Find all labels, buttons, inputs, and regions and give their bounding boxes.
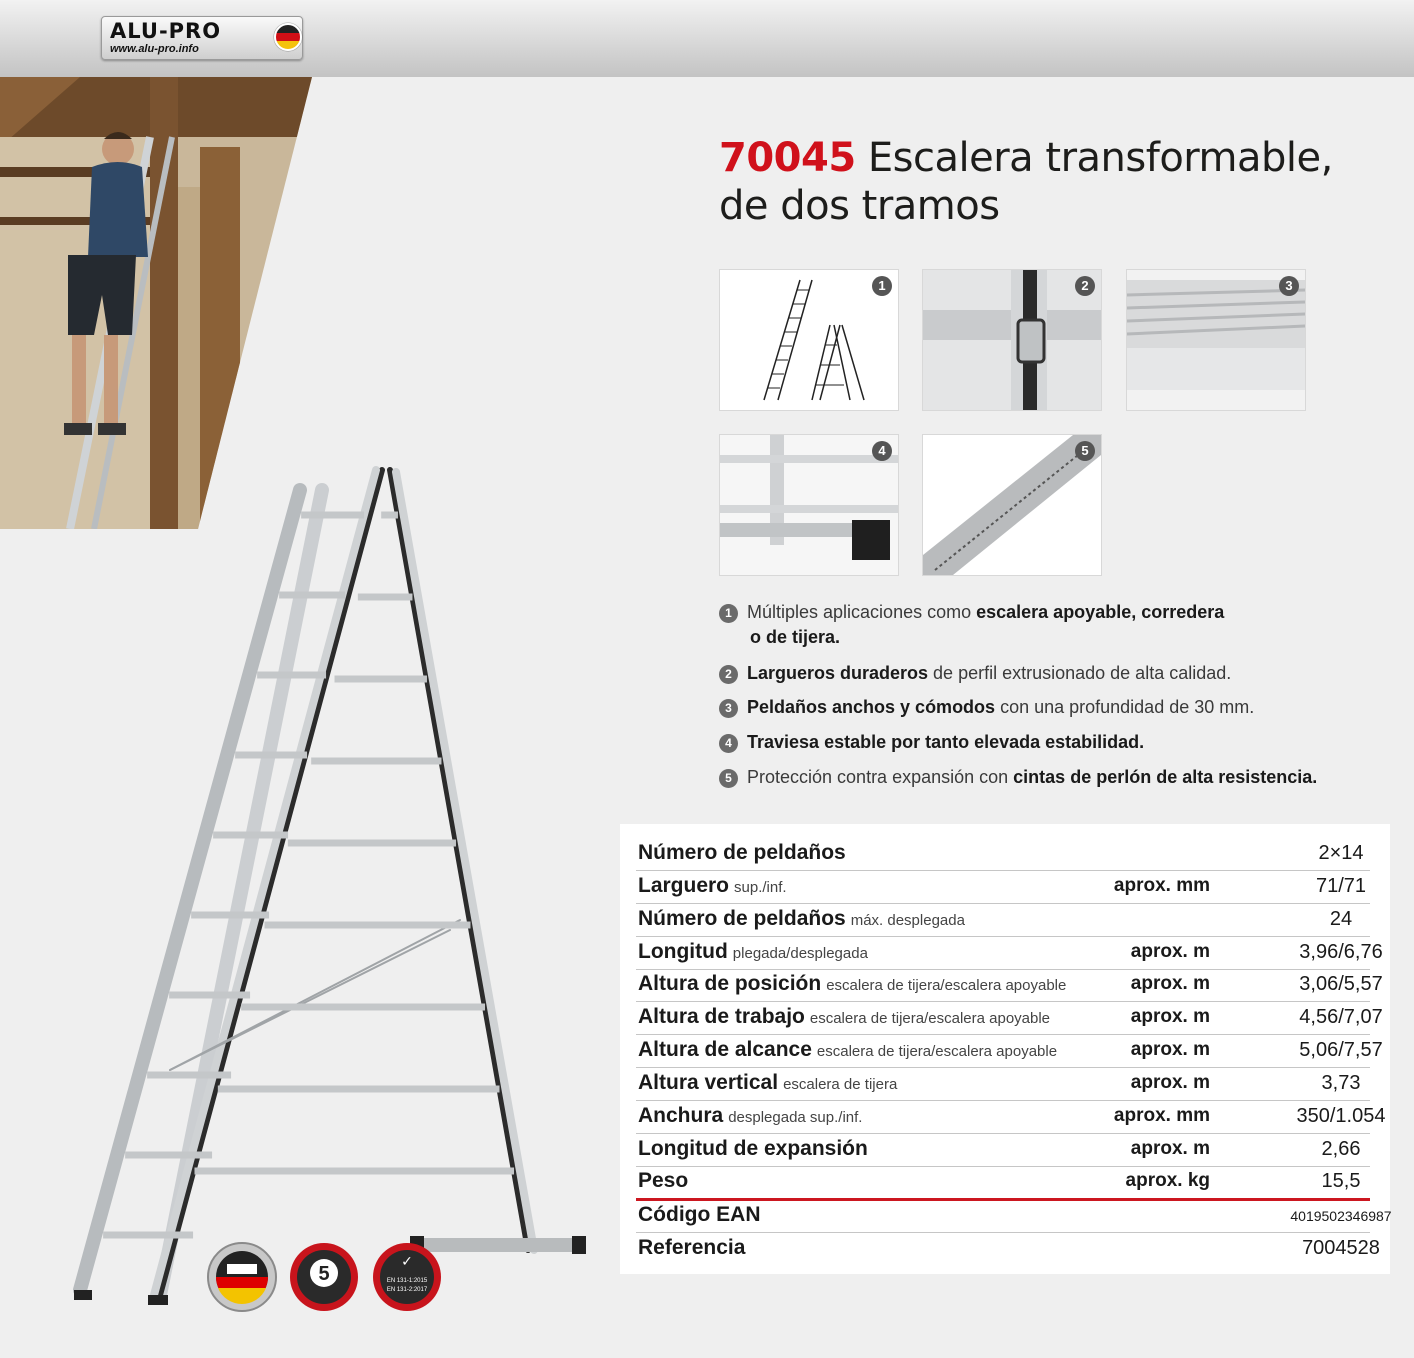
spec-unit: aprox. m [1130,1072,1210,1093]
strap-icon [923,435,1101,575]
thumbnail-rungs[interactable] [1126,269,1306,411]
feature-item [719,765,1329,790]
spec-value: 4,56/7,07 [1299,1006,1383,1028]
feature-number: 1 [719,604,738,623]
spec-value: 4019502346987 [1290,1208,1392,1224]
feature-bold: cintas de perlón de alta resistencia. [1013,767,1318,787]
table-row [636,1101,1386,1134]
feature-number: 3 [719,699,738,718]
feature-text: Protección contra expansión con [747,767,1014,787]
header-bar [0,0,1414,77]
spec-value: 7004528 [1302,1237,1380,1259]
thumbnail-number: 4 [872,441,892,461]
feature-bold-line2: o de tijera. [750,627,841,647]
spec-value: 15,5 [1321,1170,1361,1192]
spec-unit: aprox. mm [1113,875,1210,896]
crossbar-icon [720,435,898,575]
rail-profile-icon [923,270,1101,410]
table-row [636,969,1383,1002]
spec-label: Número de peldaños [638,841,846,864]
feature-bold: Peldaños anchos y cómodos [747,697,996,717]
spec-label: Altura de posición escalera de tijera/escalera apoyable [638,972,1067,995]
thumbnail-profile[interactable] [922,269,1102,411]
table-row [636,1233,1380,1265]
guarantee-years: 5 [318,1263,330,1285]
feature-item [719,695,1329,720]
feature-number: 5 [719,769,738,788]
spec-value: 24 [1329,908,1353,930]
feature-text: de perfil extrusionado de alta calidad. [928,663,1232,683]
spec-value: 3,96/6,76 [1299,941,1383,963]
specs-table [620,824,1390,1274]
table-row [636,1002,1383,1035]
feature-bold: escalera apoyable, corredera [976,602,1225,622]
spec-unit: aprox. m [1130,1006,1210,1027]
thumbnail-number: 1 [872,276,892,296]
feature-bold: Largueros duraderos [747,663,929,683]
table-row [636,1200,1392,1233]
table-row [636,937,1383,970]
table-row [636,871,1370,904]
guarantee-badge [290,1243,358,1311]
ladder-modes-icon [720,270,898,410]
spec-label: Altura de alcance escalera de tijera/escalera apoyable [638,1038,1058,1061]
feature-text: con una profundidad de 30 mm. [995,697,1255,717]
ladder-product-image [60,460,620,1320]
norm-badge [373,1243,441,1311]
table-row [636,1166,1370,1201]
spec-label: Longitud plegada/desplegada [638,940,868,963]
spec-value: 3,73 [1321,1072,1361,1094]
feature-bold: Traviesa estable por tanto elevada estabilidad. [747,732,1145,752]
thumbnail-applications[interactable] [719,269,899,411]
feature-number: 4 [719,734,738,753]
table-row [636,1035,1383,1068]
spec-label: Código EAN [638,1203,761,1226]
spec-value: 71/71 [1315,875,1367,897]
spec-value: 2,66 [1321,1138,1361,1160]
table-row [636,838,1370,871]
spec-value: 3,06/5,57 [1299,973,1383,995]
norm-line1: EN 131-1:2015 [386,1278,428,1284]
spec-unit: aprox. m [1130,1138,1210,1159]
rung-profile-icon [1127,270,1305,410]
thumbnail-number: 5 [1075,441,1095,461]
spec-label: Peso [638,1169,689,1192]
feature-number: 2 [719,665,738,684]
spec-value: 2×14 [1318,842,1364,864]
product-title-line1: Escalera transformable, [867,135,1333,181]
product-title [719,134,1379,230]
spec-label: Longitud de expansión [638,1137,868,1160]
thumbnail-number: 3 [1279,276,1299,296]
spec-label: Altura vertical escalera de tijera [638,1071,898,1094]
spec-label: Altura de trabajo escalera de tijera/escalera apoyable [638,1005,1051,1028]
spec-label: Larguero sup./inf. [638,874,787,897]
product-title-line2: de dos tramos [719,183,1000,229]
table-row [636,1134,1370,1167]
ladder-rungs [103,515,514,1235]
feature-text: Múltiples aplicaciones como [747,602,977,622]
brand-logo[interactable] [101,16,303,60]
check-icon: ✓ [401,1254,413,1270]
table-row [636,1068,1370,1101]
spec-unit: aprox. m [1130,941,1210,962]
feature-item [719,661,1329,686]
product-number: 70045 [719,135,856,181]
norm-line2: EN 131-2:2017 [386,1287,428,1293]
spec-unit: aprox. m [1130,973,1210,994]
thumbnail-number: 2 [1075,276,1095,296]
brand-name: ALU-PRO [110,19,222,43]
spec-value: 5,06/7,57 [1299,1039,1383,1061]
thumbnail-strap[interactable] [922,434,1102,576]
spec-label: Número de peldaños máx. desplegada [638,907,965,930]
spec-unit: aprox. mm [1113,1105,1210,1126]
thumbnail-crossbar[interactable] [719,434,899,576]
brand-flag-icon [274,23,302,51]
spec-label: Anchura desplegada sup./inf. [638,1104,863,1127]
spec-label: Referencia [638,1236,746,1259]
feature-item [719,600,1329,650]
brand-url: www.alu-pro.info [110,43,199,55]
certification-badges [205,1240,445,1315]
spec-unit: aprox. kg [1125,1170,1210,1191]
feature-item [719,730,1329,755]
made-in-germany-badge [208,1243,276,1311]
spec-unit: aprox. m [1130,1039,1210,1060]
spec-value: 350/1.054 [1296,1105,1386,1127]
table-row [636,904,1370,937]
